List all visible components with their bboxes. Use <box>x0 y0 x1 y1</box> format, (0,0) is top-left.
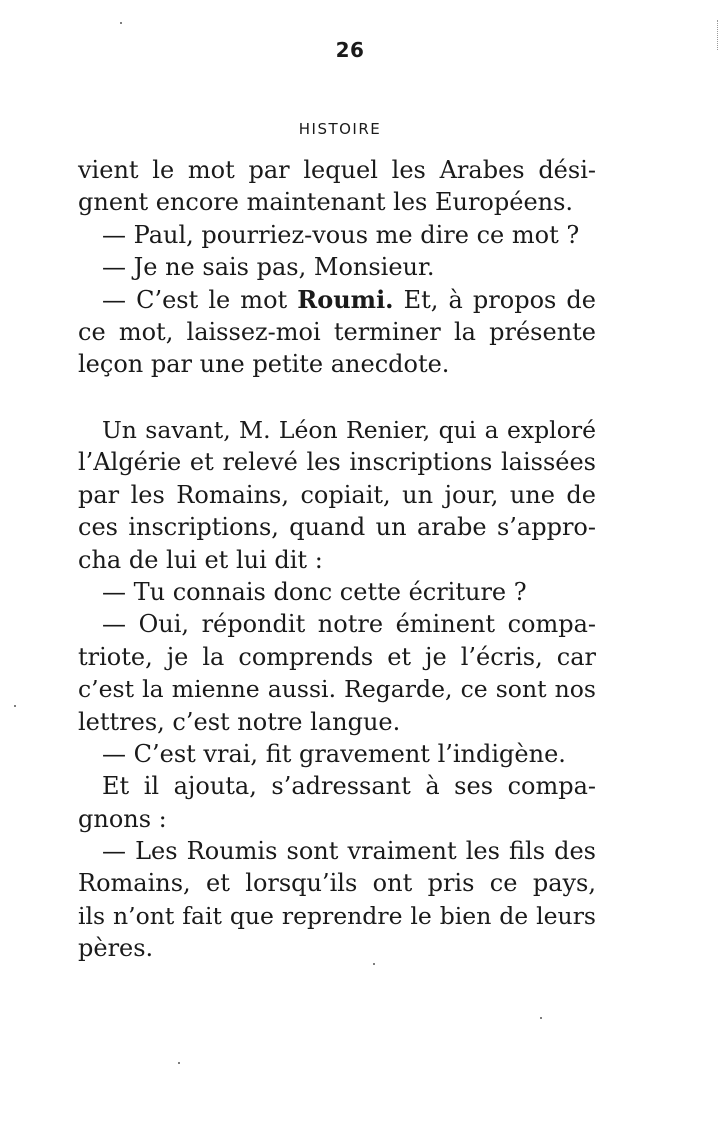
scan-speck <box>14 705 16 707</box>
text-line: lettres, c’est notre langue. <box>78 707 401 736</box>
text-line: l’Algérie et relevé les inscriptions laissées <box>78 448 596 477</box>
text-line: — Oui, répondit notre éminent compa- <box>102 610 596 639</box>
text-line: — Je ne sais pas, Monsieur. <box>102 253 435 282</box>
text-line: Romains, et lorsqu’ils ont pris ce pays, <box>78 869 596 898</box>
text-line: Un savant, M. Léon Renier, qui a exploré <box>102 416 596 444</box>
page-number: 26 <box>335 38 365 62</box>
scan-speck <box>373 963 375 965</box>
text-line: gnons : <box>78 804 167 833</box>
text-line <box>78 284 596 316</box>
text-line: — Les Roumis sont vraiment les fils des <box>102 837 596 866</box>
text-line: ils n’ont fait que reprendre le bien de leurs <box>78 901 596 930</box>
text-line: gnent encore maintenant les Européens. <box>78 188 574 217</box>
text-line: Et il ajouta, s’adressant à ses compa- <box>102 772 596 801</box>
text-line: cha de lui et lui dit : <box>78 545 323 574</box>
text-line: ces inscriptions, quand un arabe s’appro- <box>78 513 596 542</box>
text-segment: — C’est le mot <box>102 285 298 314</box>
text-segment: Et, à propos de <box>393 285 596 314</box>
text-line: par les Romains, copiait, un jour, une de <box>78 480 596 509</box>
scan-speck <box>540 1017 542 1019</box>
text-line: c’est la mienne aussi. Regarde, ce sont nos <box>78 675 596 704</box>
text-line: triote, je la comprends et je l’écris, car <box>78 642 596 671</box>
text-line: — C’est vrai, fit gravement l’indigène. <box>102 739 566 768</box>
scan-speck <box>120 22 122 24</box>
text-line: — Paul, pourriez-vous me dire ce mot ? <box>102 220 580 249</box>
text-line: pères. <box>78 934 154 963</box>
page-edge-mark <box>716 20 718 50</box>
running-title: HISTOIRE <box>298 120 382 138</box>
paragraph-block-1 <box>78 154 596 381</box>
text-line: leçon par une petite anecdote. <box>78 350 450 379</box>
paragraph-block-2 <box>78 414 596 965</box>
bold-term: Roumi. <box>297 284 394 314</box>
scan-speck <box>178 1062 180 1064</box>
text-line: — Tu connais donc cette écriture ? <box>102 577 527 606</box>
text-line: ce mot, laissez-moi terminer la présente <box>78 317 596 346</box>
text-line: vient le mot par lequel les Arabes dési- <box>78 156 596 184</box>
